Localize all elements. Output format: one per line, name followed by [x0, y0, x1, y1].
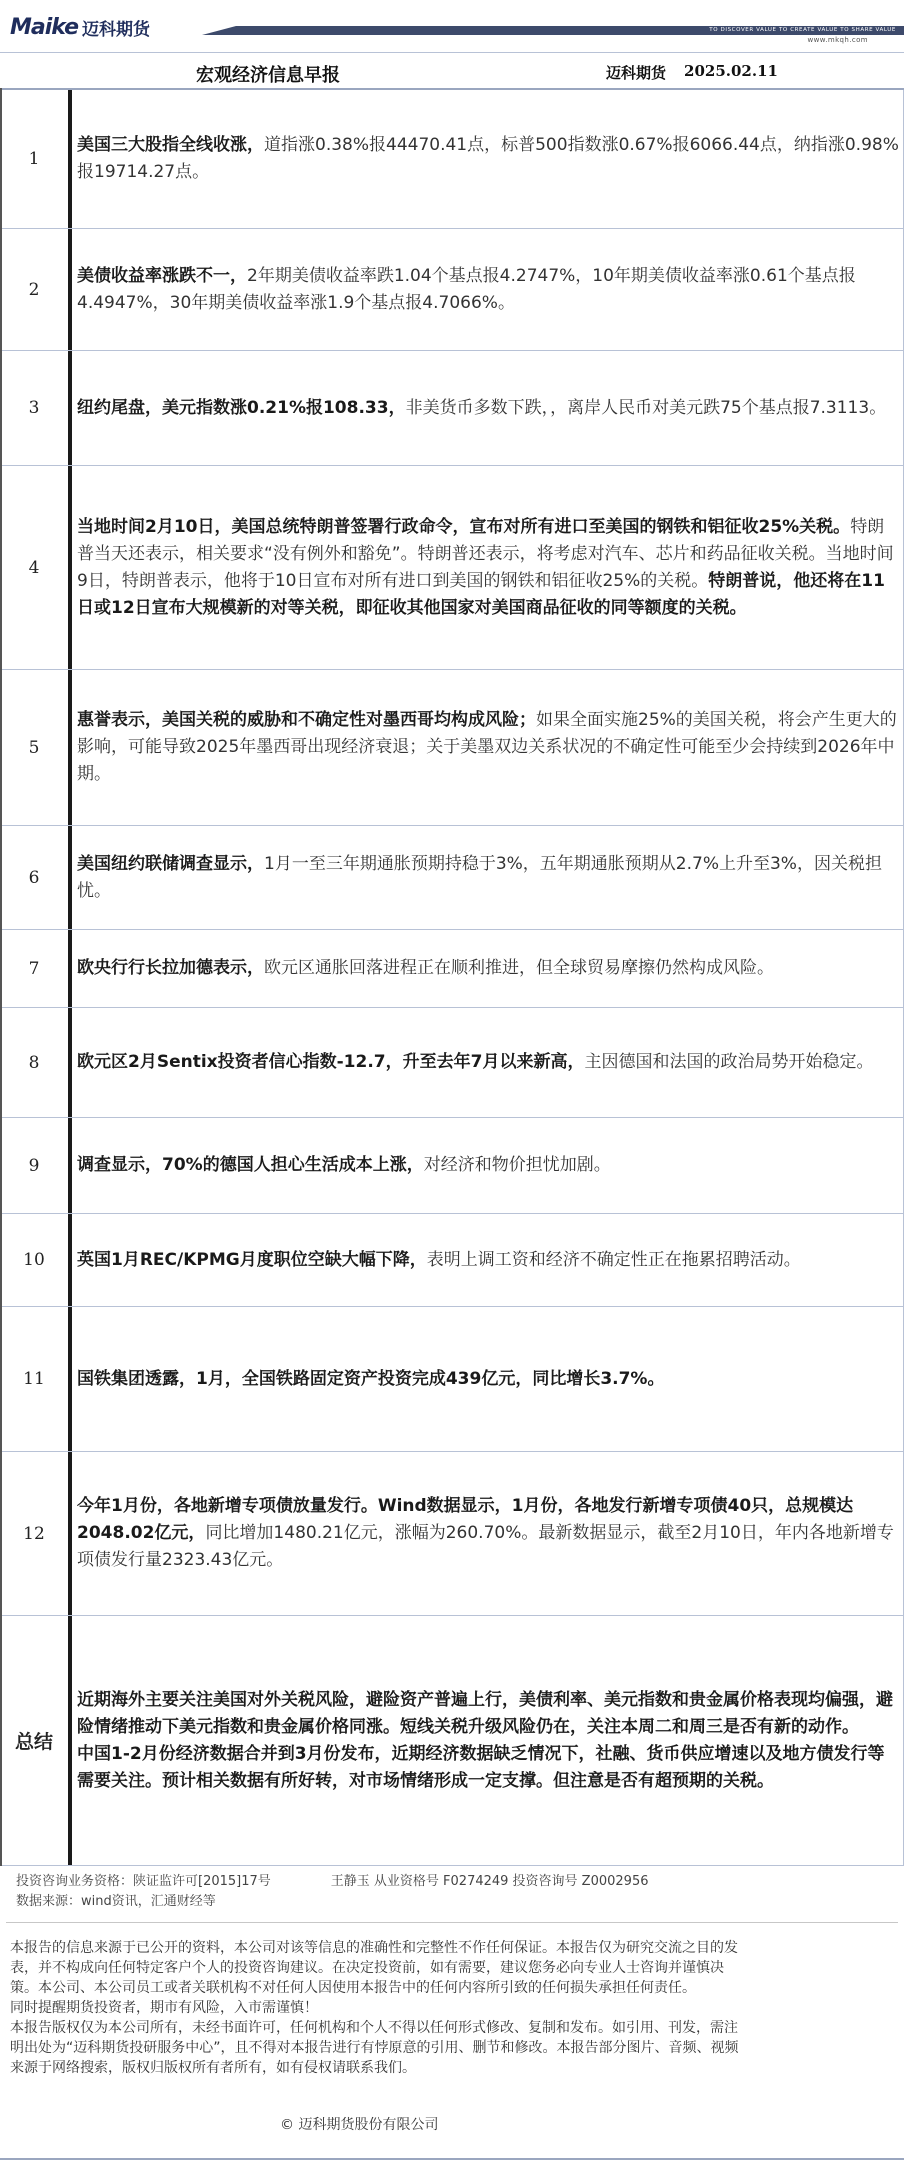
disclaimer-paragraph: 本报告版权仅为本公司所有，未经书面许可，任何机构和个人不得以任何形式修改、复制和发布。如引用、刊发，需注明出处为“迈科期货投研服务中心”，且不得对本报告进行有悖原意的引用、删节和修改。本报告部分图片、音频、视频来源于网络搜索，版权归版权所有者所有，如有侵权请联系我们。 [10, 2020, 739, 2076]
table-left-rule [0, 88, 2, 1866]
row-detail: 2年期美债收益率跌1.04个基点报4.2747%，10年期美债收益率涨0.61个基点报4.4947%，30年期美债收益率涨1.9个基点报4.7066%。 [77, 265, 856, 313]
row-number: 1 [0, 90, 72, 228]
summary-text [77, 1616, 899, 1865]
news-row [0, 229, 904, 351]
report-footer [0, 1866, 904, 2160]
row-headline: 今年1月份，各地新增专项债放量发行。Wind数据显示，1月份，各地发行新增专项债40只，总规模达2048.02亿元， [77, 1496, 854, 1543]
row-detail: 对经济和物价担忧加剧。 [423, 1155, 611, 1175]
qualification-text: 投资咨询业务资格：陕证监许可[2015]17号 [16, 1874, 271, 1889]
row-number: 5 [0, 670, 72, 825]
news-row [0, 1008, 904, 1118]
row-headline: 欧元区2月Sentix投资者信心指数-12.7，升至去年7月以来新高， [77, 1052, 585, 1072]
title-row [0, 52, 904, 91]
row-headline: 美国三大股指全线收涨， [77, 135, 264, 155]
row-headline: 美国纽约联储调查显示， [77, 853, 264, 874]
summary-paragraph-1: 近期海外主要关注美国对外关税风险，避险资产普遍上行，美债利率、美元指数和贵金属价格表现均偏强，避险情绪推动下美元指数和贵金属价格同涨。短线关税升级风险仍在，关注本周二和周三是否有新的动作。 [77, 1689, 893, 1737]
copyright: © 迈科期货股份有限公司 [280, 2117, 439, 2133]
news-row [0, 351, 904, 466]
row-text [77, 826, 899, 929]
row-text [77, 1118, 899, 1213]
row-text [77, 466, 899, 669]
row-detail: 道指涨0.38%报44470.41点，标普500指数涨0.67%报6066.44点，纳指涨0.98%报19714.27点。 [77, 135, 899, 182]
row-headline: 惠誉表示，美国关税的威胁和不确定性对墨西哥均构成风险； [77, 710, 536, 730]
footer-divider [6, 1922, 898, 1923]
row-headline-2: 特朗普说，他还将在11日或12日宣布大规模新的对等关税，即征收其他国家对美国商品征收的同等额度的关税。 [77, 570, 885, 618]
company-name: 迈科期货 [606, 64, 667, 82]
row-number: 7 [0, 930, 72, 1007]
row-headline: 当地时间2月10日，美国总统特朗普签署行政命令，宣布对所有进口至美国的钢铁和铝征收25%关税。 [77, 516, 851, 537]
row-number: 9 [0, 1118, 72, 1213]
row-text [77, 1452, 899, 1615]
row-detail: 欧元区通胀回落进程正在顺利推进，但全球贸易摩擦仍然构成风险。 [264, 958, 774, 978]
row-text [77, 1307, 899, 1451]
row-text [77, 670, 899, 825]
summary-paragraph-2: 中国1-2月份经济数据合并到3月份发布，近期经济数据缺乏情况下，社融、货币供应增速以及地方债发行等需要关注。预计相关数据有所好转，对市场情绪形成一定支撑。但注意是否有超预期的关税。 [77, 1743, 885, 1791]
news-row [0, 670, 904, 826]
row-detail: 特朗普当天还表示，相关要求“没有例外和豁免”。特朗普还表示，将考虑对汽车、芯片和药品征收关税。当地时间9日，特朗普表示，他将于10日宣布对所有进口到美国的钢铁和铝征收25%的关税。 [77, 516, 894, 591]
row-text [77, 1008, 899, 1117]
row-detail: 如果全面实施25%的美国关税，将会产生更大的影响，可能导致2025年墨西哥出现经济衰退；关于美墨双边关系状况的不确定性可能至少会持续到2026年中期。 [77, 710, 897, 784]
row-headline: 调查显示，70%的德国人担心生活成本上涨， [77, 1155, 424, 1175]
row-detail: 表明上调工资和经济不确定性正在拖累招聘活动。 [426, 1249, 801, 1270]
disclaimer [10, 1938, 740, 2078]
news-row [0, 930, 904, 1008]
header-website: www.mkqh.com [807, 36, 868, 44]
company-logo [10, 16, 150, 38]
disclaimer-paragraph: 本报告的信息来源于已公开的资料，本公司对该等信息的准确性和完整性不作任何保证。本报告仅为研究交流之目的发表，并不构成向任何特定客户个人的投资咨询建议。在决定投资前，如有需要，建议您务必向专业人士咨询并谨慎决策。本公司、本公司员工或者关联机构不对任何人因使用本报告中的任何内容所引致的任何损失承担任何责任。 [10, 1940, 738, 1996]
row-headline: 欧央行行长拉加德表示， [77, 958, 264, 978]
news-row [0, 1452, 904, 1616]
row-headline: 纽约尾盘，美元指数涨0.21%报108.33， [77, 397, 406, 418]
news-row [0, 826, 904, 930]
row-number: 10 [0, 1214, 72, 1306]
row-text [77, 351, 899, 465]
report-title: 宏观经济信息早报 [196, 65, 340, 86]
row-text [77, 1214, 899, 1306]
row-headline: 国铁集团透露，1月，全国铁路固定资产投资完成439亿元，同比增长3.7%。 [77, 1368, 665, 1389]
row-number: 11 [0, 1307, 72, 1451]
logo-latin: Maike [10, 14, 79, 40]
row-headline: 美债收益率涨跌不一， [77, 265, 247, 286]
title-meta [606, 62, 778, 83]
logo-chinese: 迈科期货 [82, 19, 151, 40]
header-tagline: TO DISCOVER VALUE TO CREATE VALUE TO SHARE VALUE [709, 27, 896, 33]
news-row [0, 90, 904, 229]
row-number: 2 [0, 229, 72, 350]
news-row [0, 1214, 904, 1307]
news-row [0, 1307, 904, 1452]
row-headline: 英国1月REC/KPMG月度职位空缺大幅下降， [77, 1249, 427, 1270]
row-detail: 非美货币多数下跌，，离岸人民币对美元跌75个基点报7.3113。 [405, 397, 887, 418]
analyst-text: 王静玉 从业资格号 F0274249 投资咨询号 Z0002956 [330, 1874, 649, 1889]
row-number: 4 [0, 466, 72, 669]
qualification-line [16, 1870, 649, 1889]
row-number: 12 [0, 1452, 72, 1615]
row-detail: 1月一至三年期通胀预期持稳于3%，五年期通胀预期从2.7%上升至3%，因关税担忧。 [77, 853, 882, 901]
row-detail: 同比增加1480.21亿元，涨幅为260.70%。最新数据显示，截至2月10日，年内各地新增专项债发行量2323.43亿元。 [77, 1523, 894, 1570]
row-text [77, 229, 899, 350]
report-date: 2025.02.11 [684, 62, 778, 80]
news-row [0, 466, 904, 670]
disclaimer-paragraph: 同时提醒期货投资者，期市有风险，入市需谨慎！ [10, 2000, 318, 2016]
row-number: 6 [0, 826, 72, 929]
row-number: 3 [0, 351, 72, 465]
summary-label: 总结 [0, 1616, 72, 1865]
row-text [77, 930, 899, 1007]
row-text [77, 90, 899, 228]
row-number: 8 [0, 1008, 72, 1117]
data-source: 数据来源：wind资讯，汇通财经等 [16, 1894, 216, 1909]
summary-row [0, 1616, 904, 1866]
news-row [0, 1118, 904, 1214]
row-detail: 主因德国和法国的政治局势开始稳定。 [584, 1052, 874, 1072]
report-header [0, 0, 904, 52]
